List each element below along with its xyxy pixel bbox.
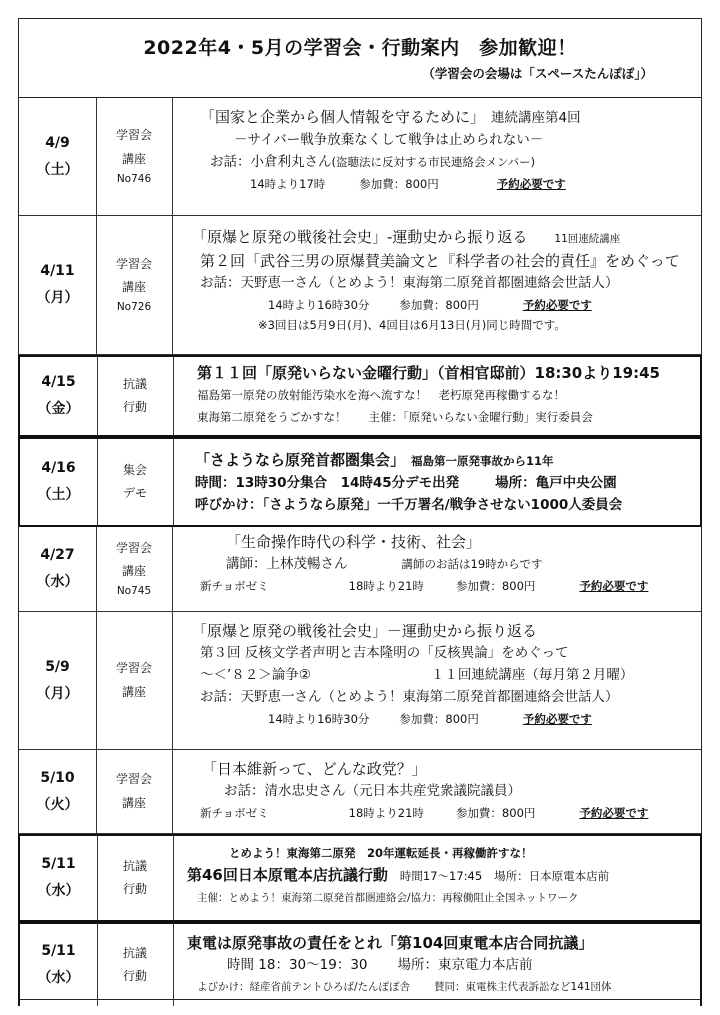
event-subtitle: －サイバー戦争放棄なくして戦争は止められない－ bbox=[234, 132, 544, 148]
event-content bbox=[173, 357, 700, 435]
event-place: 場所：日本原電本店前 bbox=[494, 869, 610, 883]
event-title: 「原爆と原発の戦後社会史」-運動史から振り返る bbox=[192, 228, 528, 246]
event-content bbox=[173, 924, 700, 1006]
weekday-text: （水） bbox=[37, 970, 80, 986]
event-caller: 呼びかけ：「さようなら原発」一千万署名/戦争させない1000人委員会 bbox=[195, 497, 623, 513]
event-detail: 福島第一原発の放射能汚染水を海へ流すな！ 老朽原発再稼働するな！ bbox=[197, 388, 565, 402]
event-series: 連続講座第4回 bbox=[491, 110, 581, 126]
event-time: 18時より21時 bbox=[348, 806, 424, 820]
category-text: 抗議 bbox=[122, 945, 147, 960]
event-time: 時間17～17:45 bbox=[399, 869, 483, 883]
event-title: 第１１回「原発いらない金曜行動」（首相官邸前）18:30より19:45 bbox=[197, 364, 660, 382]
date-text: 4/11 bbox=[40, 263, 75, 280]
weekday-text: （水） bbox=[37, 883, 80, 899]
event-date bbox=[19, 98, 97, 215]
event-title: 「原爆と原発の戦後社会史」－運動史から振り返る bbox=[192, 622, 538, 640]
event-title-note: 福島第一原発事故から11年 bbox=[411, 454, 554, 468]
event-caller: よびかけ：経産省前テントひろば/たんぽぽ舎 bbox=[197, 981, 411, 993]
event-place: 場所：東京電力本店前 bbox=[397, 957, 533, 973]
event-category bbox=[96, 750, 173, 833]
event-category bbox=[96, 216, 173, 354]
event-row bbox=[19, 612, 701, 750]
header bbox=[19, 19, 701, 98]
weekday-text: （土） bbox=[36, 161, 79, 178]
event-number: No746 bbox=[116, 172, 152, 185]
event-title: 「国家と企業から個人情報を守るために」 bbox=[200, 108, 478, 126]
event-headline: とめよう！東海第二原発 20年運転延長・再稼働許すな！ bbox=[229, 846, 533, 860]
event-speaker: お話：天野恵一さん（とめよう！東海第二原発首都圏連絡会世話人） bbox=[200, 689, 619, 705]
event-place: 場所：亀戸中央公園 bbox=[495, 475, 617, 491]
event-fee: 参加費：800円 bbox=[455, 579, 536, 593]
event-content bbox=[172, 216, 701, 354]
event-title: 東電は原発事故の責任をとれ「第104回東電本店合同抗議」 bbox=[187, 934, 594, 952]
speaker-note: (盗聴法に反対する市民連絡会メンバー) bbox=[331, 155, 536, 169]
event-session-2: ～＜’８２＞論争② bbox=[200, 667, 311, 683]
event-content bbox=[172, 527, 701, 611]
date-text: 4/27 bbox=[40, 547, 75, 564]
event-date bbox=[19, 527, 97, 611]
category-text: 学習会 bbox=[115, 256, 152, 271]
event-schedule: 時間：13時30分集合 14時45分デモ出発 bbox=[195, 475, 460, 491]
event-content bbox=[172, 612, 701, 749]
event-row bbox=[19, 98, 701, 216]
event-category bbox=[97, 439, 174, 525]
event-content bbox=[173, 836, 700, 920]
event-row bbox=[19, 750, 701, 834]
category-text: 行動 bbox=[122, 400, 147, 414]
event-category bbox=[96, 527, 173, 611]
event-fee: 参加費：800円 bbox=[455, 806, 536, 820]
event-date bbox=[19, 612, 97, 749]
date-text: 5/9 bbox=[45, 658, 70, 675]
event-title: 「生命操作時代の科学・技術、社会」 bbox=[226, 533, 482, 551]
event-category bbox=[97, 357, 174, 435]
event-venue: 新チョボゼミ bbox=[200, 806, 269, 820]
category-text: 講座 bbox=[121, 564, 146, 579]
category-text: 講座 bbox=[121, 684, 146, 699]
event-fee: 参加費：800円 bbox=[399, 712, 479, 726]
category-text: 講座 bbox=[121, 280, 146, 295]
category-text: 講座 bbox=[121, 795, 146, 810]
date-text: 5/10 bbox=[40, 769, 75, 786]
event-detail: 東海第二原発をうごかすな！ bbox=[197, 410, 347, 424]
speaker-note: 講師のお話は19時からです bbox=[401, 557, 543, 571]
category-text: 行動 bbox=[122, 882, 147, 896]
event-date bbox=[20, 924, 98, 1006]
event-content bbox=[173, 439, 700, 525]
event-row bbox=[19, 216, 701, 355]
event-date bbox=[19, 216, 97, 354]
event-title: 第46回日本原電本店抗議行動 bbox=[187, 866, 388, 884]
event-fee: 参加費：800円 bbox=[359, 177, 439, 191]
event-content bbox=[172, 750, 701, 833]
weekday-text: （月） bbox=[36, 685, 79, 702]
event-note: ※3回目は5月9日(月)、4回目は6月13日(月)同じ時間です。 bbox=[258, 318, 566, 332]
event-category bbox=[96, 98, 173, 215]
reservation-note: 予約必要です bbox=[579, 579, 649, 593]
event-date bbox=[20, 836, 98, 920]
event-speaker: お話：清水忠史さん（元日本共産党衆議院議員） bbox=[224, 783, 521, 799]
event-time: 時間 18：30～19：30 bbox=[227, 957, 368, 973]
venue-note: （学習会の会場は「スペースたんぽぽ」） bbox=[422, 66, 653, 81]
event-session: 第２回「武谷三男の原爆賛美論文と『科学者の社会的責任』をめぐって bbox=[200, 252, 680, 270]
event-date bbox=[20, 357, 98, 435]
category-text: 集会 bbox=[122, 462, 147, 477]
event-row bbox=[18, 437, 702, 527]
event-category bbox=[96, 612, 173, 749]
category-text: 行動 bbox=[122, 969, 147, 983]
event-speaker: 講師：上林茂暢さん bbox=[226, 556, 348, 572]
date-text: 5/11 bbox=[41, 943, 76, 960]
category-text: デモ bbox=[122, 486, 147, 500]
event-session: 第３回 反核文学者声明と吉本隆明の「反核異論」をめぐって bbox=[200, 645, 569, 661]
event-fee: 参加費：800円 bbox=[399, 298, 479, 312]
category-text: 抗議 bbox=[122, 858, 147, 873]
reservation-note: 予約必要です bbox=[522, 298, 592, 312]
event-series: １１回連続講座（毎月第２月曜） bbox=[430, 667, 634, 683]
event-venue: 新チョボゼミ bbox=[200, 579, 269, 593]
event-time: 18時より21時 bbox=[348, 579, 424, 593]
event-row bbox=[18, 834, 702, 922]
date-text: 4/16 bbox=[41, 460, 76, 477]
event-date bbox=[19, 750, 97, 833]
event-content bbox=[172, 98, 701, 215]
event-time: 14時より16時30分 bbox=[268, 298, 370, 312]
category-text: 講座 bbox=[121, 151, 146, 166]
event-row bbox=[18, 922, 702, 1006]
event-organizer: 主催：「原発いらない金曜行動」実行委員会 bbox=[368, 410, 593, 424]
event-title: 「日本維新って、どんな政党？」 bbox=[202, 760, 427, 778]
event-category bbox=[97, 836, 174, 920]
weekday-text: （土） bbox=[37, 487, 80, 503]
date-text: 4/9 bbox=[45, 134, 70, 151]
event-title: 「さようなら原発首都圏集会」 bbox=[195, 451, 398, 469]
reservation-note: 予約必要です bbox=[522, 712, 592, 726]
event-number: No745 bbox=[116, 585, 152, 598]
page-title: 2022年4・5月の学習会・行動案内 参加歓迎！ bbox=[143, 37, 577, 59]
event-supporters: 賛同：東電株主代表訴訟など141団体 bbox=[434, 981, 612, 993]
date-text: 4/15 bbox=[41, 374, 76, 391]
event-number: No726 bbox=[116, 301, 152, 314]
event-series: 11回連続講座 bbox=[554, 233, 621, 245]
weekday-text: （月） bbox=[36, 290, 79, 306]
category-text: 抗議 bbox=[122, 376, 147, 391]
event-time: 14時より16時30分 bbox=[268, 712, 370, 726]
category-text: 学習会 bbox=[115, 540, 152, 555]
date-text: 5/11 bbox=[41, 856, 76, 873]
reservation-note: 予約必要です bbox=[496, 177, 566, 191]
event-category bbox=[97, 924, 174, 1006]
event-time: 14時より17時 bbox=[250, 177, 326, 191]
event-speaker: お話：天野恵一さん（とめよう！東海第二原発首都圏連絡会世話人） bbox=[200, 275, 619, 291]
reservation-note: 予約必要です bbox=[579, 806, 649, 820]
event-speaker: お話：小倉利丸さん bbox=[210, 154, 332, 170]
event-row bbox=[18, 355, 702, 437]
flyer bbox=[18, 18, 702, 1000]
event-date bbox=[20, 439, 98, 525]
event-organizer: 主催：とめよう！東海第二原発首都圏連絡会/協力：再稼働阻止全国ネットワーク bbox=[197, 892, 579, 904]
category-text: 学習会 bbox=[115, 128, 152, 143]
weekday-text: （火） bbox=[36, 796, 79, 813]
category-text: 学習会 bbox=[115, 772, 152, 787]
weekday-text: （水） bbox=[36, 574, 79, 590]
category-text: 学習会 bbox=[115, 661, 152, 676]
event-row bbox=[19, 527, 701, 612]
weekday-text: （金） bbox=[37, 401, 80, 417]
